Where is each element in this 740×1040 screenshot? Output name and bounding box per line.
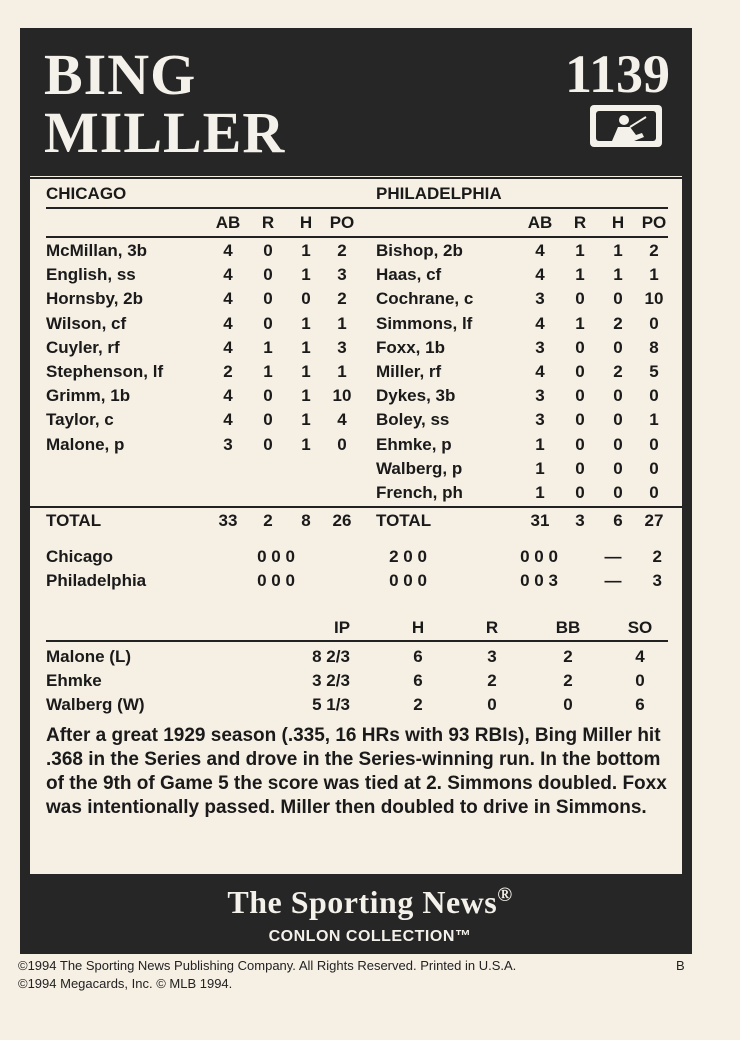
column-header-rule <box>46 207 668 209</box>
home-player-h: 0 <box>613 386 623 406</box>
card-code: B <box>676 958 685 973</box>
away-total-r: 2 <box>263 511 273 530</box>
away-player-ab: 3 <box>223 434 233 454</box>
pitcher-name: Ehmke <box>46 671 102 690</box>
home-player-r: 0 <box>575 289 585 309</box>
pitcher-name: Walberg (W) <box>46 695 145 714</box>
sporting-news-logo <box>0 884 740 921</box>
home-player-po: 1 <box>649 265 659 285</box>
home-player-r: 1 <box>575 241 585 260</box>
pitcher-bb: 2 <box>563 671 573 690</box>
away-player-ab: 4 <box>223 313 233 333</box>
away-player-name: McMillan, 3b <box>46 241 148 260</box>
away-total-po: 26 <box>332 511 352 530</box>
away-player-ab: 4 <box>223 265 233 285</box>
away-player-name: English, ss <box>46 265 136 285</box>
pitching-column-header: BB <box>555 618 581 637</box>
home-player-ab: 4 <box>535 265 545 285</box>
away-player-name: Taylor, c <box>46 410 114 430</box>
away-player-name: Grimm, 1b <box>46 386 131 406</box>
home-player-ab: 4 <box>535 313 545 333</box>
home-player-ab: 3 <box>535 337 545 357</box>
column-header-underline <box>46 236 668 238</box>
home-player-r: 0 <box>575 386 585 406</box>
registered-mark: ® <box>497 884 513 906</box>
away-player-name: Stephenson, lf <box>46 362 164 381</box>
away-player-po: 3 <box>337 337 347 357</box>
home-player-r: 0 <box>575 337 585 357</box>
away-player-ab: 4 <box>223 337 233 357</box>
home-player-r: 1 <box>575 313 585 333</box>
away-player-r: 1 <box>263 337 273 357</box>
pitching-column-header: SO <box>627 618 653 637</box>
copyright-line-1: ©1994 The Sporting News Publishing Company. All Rights Reserved. Printed in U.S.A. <box>18 958 517 973</box>
home-player-h: 0 <box>613 289 623 309</box>
home-player-name: Ehmke, p <box>376 434 452 454</box>
away-player-po: 2 <box>337 241 347 260</box>
linescore-total: 3 <box>652 571 662 590</box>
home-player-h: 1 <box>613 265 623 285</box>
linescore-innings-4-6: 2 0 0 <box>389 547 427 566</box>
home-player-r: 0 <box>575 434 585 454</box>
away-player-r: 0 <box>263 313 273 333</box>
pitcher-h: 6 <box>413 647 423 666</box>
game-summary: After a great 1929 season (.335, 16 HRs with 93 RBIs), Bing Miller hit .368 in the Series and drove in the Series-winning run. In the bottom of the 9th of Game 5 the score was tied at 2. Simmons doubled. Foxx was intentionally passed. Miller then doubled to drive in Simmons. <box>46 725 667 818</box>
pitcher-r: 3 <box>487 647 497 666</box>
home-column-header: H <box>611 213 625 232</box>
home-player-po: 10 <box>644 289 664 309</box>
header-rule <box>30 177 682 179</box>
away-player-r: 1 <box>263 362 273 381</box>
away-total-label: TOTAL <box>46 511 102 530</box>
home-total-r: 3 <box>575 511 585 530</box>
away-column-header: AB <box>215 213 241 232</box>
linescore-innings-4-6: 0 0 0 <box>389 571 427 590</box>
away-total-h: 8 <box>301 511 311 530</box>
away-player-po: 1 <box>337 362 347 381</box>
home-player-h: 2 <box>613 313 623 333</box>
away-player-r: 0 <box>263 434 273 454</box>
home-player-name: Miller, rf <box>376 362 442 381</box>
home-player-po: 8 <box>649 337 659 357</box>
away-player-h: 1 <box>301 362 311 381</box>
away-player-h: 1 <box>301 337 311 357</box>
home-player-ab: 3 <box>535 410 545 430</box>
home-player-po: 1 <box>649 410 659 430</box>
linescore-innings-1-3: 0 0 0 <box>257 571 295 590</box>
away-player-po: 4 <box>337 410 347 430</box>
away-player-h: 1 <box>301 410 311 430</box>
collection-name: CONLON COLLECTION™ <box>268 928 472 945</box>
home-player-h: 0 <box>613 483 623 502</box>
pitcher-so: 0 <box>635 671 645 690</box>
player-last-name: MILLER <box>44 100 286 165</box>
away-player-r: 0 <box>263 410 273 430</box>
home-column-header: PO <box>641 213 667 232</box>
away-player-ab: 4 <box>223 289 233 309</box>
away-player-r: 0 <box>263 265 273 285</box>
player-first-name: BING <box>44 42 197 107</box>
away-player-h: 1 <box>301 265 311 285</box>
pitcher-ip: 5 1/3 <box>312 695 350 714</box>
home-player-h: 0 <box>613 410 623 430</box>
pitcher-h: 2 <box>413 695 423 714</box>
linescore-team: Philadelphia <box>46 571 147 590</box>
mlb-logo-icon <box>590 105 662 147</box>
home-player-po: 0 <box>649 458 659 478</box>
pitcher-ip: 8 2/3 <box>312 647 350 666</box>
away-column-header: H <box>299 213 313 232</box>
linescore-total: 2 <box>652 547 662 566</box>
pitching-header-rule <box>46 640 668 642</box>
home-player-name: Dykes, 3b <box>376 386 456 406</box>
pitcher-ip: 3 2/3 <box>312 671 350 690</box>
pitcher-bb: 0 <box>563 695 573 714</box>
pitcher-name: Malone (L) <box>46 647 131 666</box>
totals-rule <box>30 506 682 508</box>
home-player-ab: 3 <box>535 386 545 406</box>
home-player-name: Boley, ss <box>376 410 450 430</box>
home-player-name: Walberg, p <box>376 458 463 478</box>
home-player-name: Simmons, lf <box>376 313 473 333</box>
home-player-name: Haas, cf <box>376 265 442 285</box>
home-player-ab: 4 <box>535 362 545 381</box>
linescore-innings-7-9: 0 0 3 <box>520 571 558 590</box>
away-player-ab: 4 <box>223 410 233 430</box>
brand-title: The Sporting News <box>227 884 498 920</box>
home-player-ab: 1 <box>535 434 545 454</box>
pitching-column-header: IP <box>333 618 351 637</box>
home-player-po: 0 <box>649 386 659 406</box>
away-player-po: 3 <box>337 265 347 285</box>
home-player-name: Cochrane, c <box>376 289 474 309</box>
away-player-r: 0 <box>263 289 273 309</box>
pitcher-so: 6 <box>635 695 645 714</box>
away-column-header: R <box>261 213 275 232</box>
away-player-po: 2 <box>337 289 347 309</box>
home-player-r: 1 <box>575 265 585 285</box>
home-player-h: 2 <box>613 362 623 381</box>
card-number: 1139 <box>564 44 670 104</box>
home-player-name: Bishop, 2b <box>376 241 463 260</box>
home-player-r: 0 <box>575 483 585 502</box>
away-player-po: 0 <box>337 434 347 454</box>
home-player-po: 0 <box>649 313 659 333</box>
pitcher-h: 6 <box>413 671 423 690</box>
away-player-po: 1 <box>337 313 347 333</box>
away-player-h: 1 <box>301 241 311 260</box>
linescore-team: Chicago <box>46 547 114 566</box>
away-player-ab: 4 <box>223 386 233 406</box>
home-player-r: 0 <box>575 410 585 430</box>
away-player-po: 10 <box>332 386 352 406</box>
pitching-column-header: H <box>411 618 425 637</box>
home-player-h: 0 <box>613 337 623 357</box>
away-player-name: Hornsby, 2b <box>46 289 143 309</box>
home-player-po: 5 <box>649 362 659 381</box>
away-player-r: 0 <box>263 241 273 260</box>
away-player-h: 1 <box>301 313 311 333</box>
home-player-name: Foxx, 1b <box>376 337 445 357</box>
away-player-name: Cuyler, rf <box>46 337 120 357</box>
away-player-name: Wilson, cf <box>46 313 127 333</box>
home-player-h: 0 <box>613 458 623 478</box>
away-player-ab: 4 <box>223 241 233 260</box>
home-player-ab: 3 <box>535 289 545 309</box>
home-column-header: AB <box>527 213 553 232</box>
linescore-dash: — <box>604 547 622 566</box>
copyright-line-2: ©1994 Megacards, Inc. © MLB 1994. <box>18 976 233 991</box>
linescore-dash: — <box>604 571 622 590</box>
away-player-h: 0 <box>301 289 311 309</box>
home-total-po: 27 <box>644 511 664 530</box>
pitcher-r: 2 <box>487 671 497 690</box>
away-column-header: PO <box>329 213 355 232</box>
home-player-name: French, ph <box>376 483 463 502</box>
home-total-ab: 31 <box>530 511 550 530</box>
home-player-h: 0 <box>613 434 623 454</box>
home-player-ab: 1 <box>535 458 545 478</box>
home-player-r: 0 <box>575 458 585 478</box>
pitching-column-header: R <box>485 618 499 637</box>
home-player-h: 1 <box>613 241 623 260</box>
home-player-ab: 1 <box>535 483 545 502</box>
away-player-name: Malone, p <box>46 434 125 454</box>
linescore-innings-7-9: 0 0 0 <box>520 547 558 566</box>
home-player-r: 0 <box>575 362 585 381</box>
home-player-po: 2 <box>649 241 659 260</box>
home-total-h: 6 <box>613 511 623 530</box>
home-total-label: TOTAL <box>376 511 432 530</box>
pitcher-r: 0 <box>487 695 497 714</box>
away-team-label: CHICAGO <box>46 184 127 203</box>
away-player-r: 0 <box>263 386 273 406</box>
away-player-h: 1 <box>301 434 311 454</box>
home-player-ab: 4 <box>535 241 545 260</box>
linescore-innings-1-3: 0 0 0 <box>257 547 295 566</box>
home-column-header: R <box>573 213 587 232</box>
pitcher-bb: 2 <box>563 647 573 666</box>
home-player-po: 0 <box>649 483 659 502</box>
pitcher-so: 4 <box>635 647 645 666</box>
away-player-h: 1 <box>301 386 311 406</box>
away-total-ab: 33 <box>218 511 238 530</box>
home-team-label: PHILADELPHIA <box>376 184 502 203</box>
away-player-ab: 2 <box>223 362 233 381</box>
home-player-po: 0 <box>649 434 659 454</box>
